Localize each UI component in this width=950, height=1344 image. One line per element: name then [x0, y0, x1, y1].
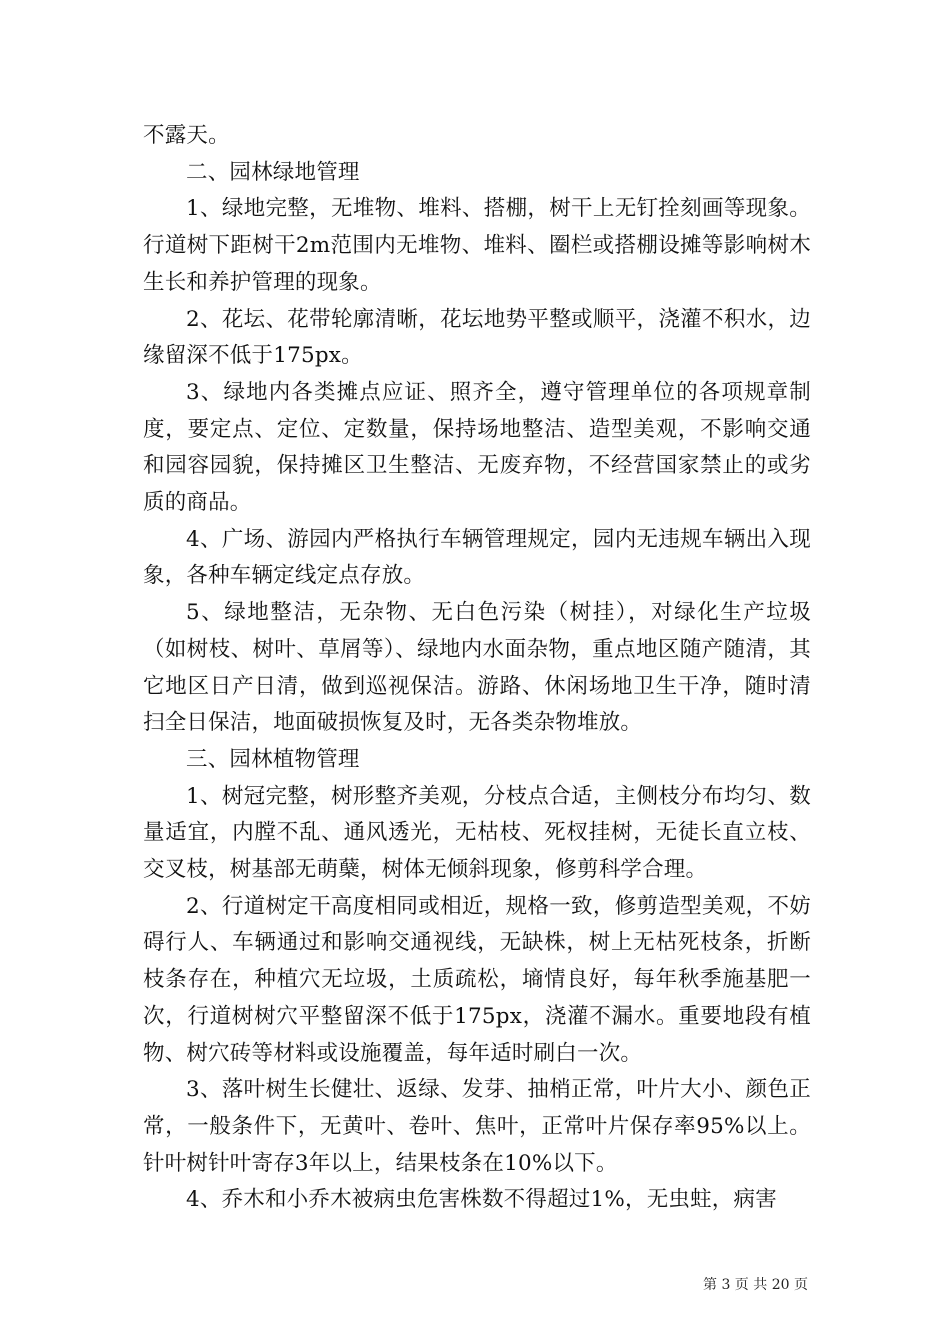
paragraph-green-space-1: 1、绿地完整，无堆物、堆料、搭棚，树干上无钉拴刻画等现象。行道树下距树干2m范围内无堆物、堆料、圈栏或搭棚设摊等影响树木生长和养护管理的现象。: [143, 196, 811, 295]
paragraph-plant-1: 1、树冠完整，树形整齐美观，分枝点合适，主侧枝分布均匀、数量适宜，内膛不乱、通风透光，无枯枝、死杈挂树，无徒长直立枝、交叉枝，树基部无萌蘖，树体无倾斜现象，修剪科学合理。: [143, 783, 811, 883]
paragraph-green-space-3: 3、绿地内各类摊点应证、照齐全，遵守管理单位的各项规章制度，要定点、定位、定数量，保持场地整洁、造型美观，不影响交通和园容园貌，保持摊区卫生整洁、无废弃物，不经营国家禁止的或劣质的商品。: [143, 379, 811, 516]
paragraph-green-space-2: 2、花坛、花带轮廓清晰，花坛地势平整或顺平，浇灌不积水，边缘留深不低于175px。: [143, 306, 811, 369]
document-body: [143, 118, 811, 1219]
section-heading-green-space: 二、园林绿地管理: [186, 159, 360, 185]
paragraph-plant-4: 4、乔木和小乔木被病虫危害株数不得超过1%，无虫蛀，病害: [186, 1187, 777, 1213]
paragraph-plant-3: 3、落叶树生长健壮、返绿、发芽、抽梢正常，叶片大小、颜色正常，一般条件下，无黄叶、卷叶、焦叶，正常叶片保存率95%以上。针叶树针叶寄存3年以上，结果枝条在10%以下。: [143, 1077, 811, 1176]
paragraph-green-space-5: 5、绿地整洁，无杂物、无白色污染（树挂），对绿化生产垃圾（如树枝、树叶、草屑等）、绿地内水面杂物，重点地区随产随清，其它地区日产日清，做到巡视保洁。游路、休闲场地卫生干净，随时清扫全日保洁，地面破损恢复及时，无各类杂物堆放。: [143, 600, 811, 736]
paragraph-plant-2: 2、行道树定干高度相同或相近，规格一致，修剪造型美观，不妨碍行人、车辆通过和影响交通视线，无缺株，树上无枯死枝条，折断枝条存在，种植穴无垃圾，土质疏松，墒情良好，每年秋季施基肥一次，行道树树穴平整留深不低于175px，浇灌不漏水。重要地段有植物、树穴砖等材料或设施覆盖，每年适时刷白一次。: [143, 893, 811, 1066]
page-number: 第 3 页 共 20 页: [703, 1277, 808, 1293]
section-heading-plant-management: 三、园林植物管理: [186, 746, 360, 772]
paragraph-continuation: 不露天。: [143, 123, 230, 148]
paragraph-green-space-4: 4、广场、游园内严格执行车辆管理规定，园内无违规车辆出入现象，各种车辆定线定点存放。: [143, 526, 811, 589]
